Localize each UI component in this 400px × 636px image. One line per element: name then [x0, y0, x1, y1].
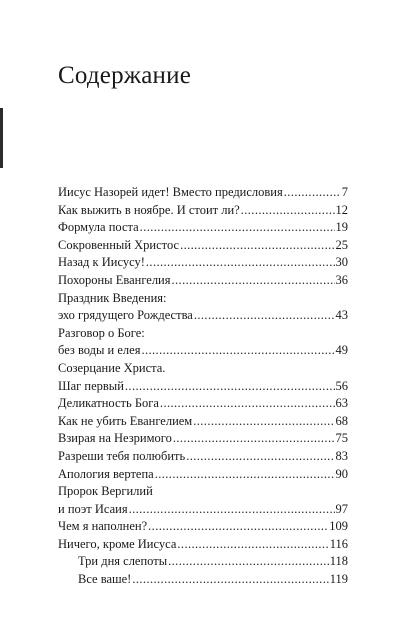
toc-page-number: 118	[329, 554, 348, 569]
toc-entry-title: Формула поста	[58, 220, 139, 235]
page-title: Содержание	[58, 62, 191, 89]
toc-entry-title: без воды и елея	[58, 343, 141, 358]
toc-entry-title: Шаг первый	[58, 378, 124, 393]
toc-page-number: 68	[335, 413, 348, 428]
toc-entry-title: Три дня слепоты	[78, 554, 168, 569]
toc-entry-title: Праздник Введения:	[58, 290, 167, 305]
toc-page-number: 116	[329, 536, 348, 551]
page-edge-mark	[0, 108, 3, 168]
toc-entry	[58, 237, 348, 255]
toc-entry-title: Все ваше!	[78, 572, 132, 587]
toc-entry	[58, 290, 348, 308]
toc-entry	[58, 448, 348, 466]
toc-page-number: 109	[329, 519, 348, 534]
toc-page-number: 19	[335, 220, 348, 235]
toc-page-number: 56	[335, 378, 348, 393]
toc-page-number: 36	[335, 272, 348, 287]
toc-entry	[58, 307, 348, 325]
toc-entry	[58, 536, 348, 554]
toc-dot-leader	[194, 307, 335, 325]
toc-dot-leader	[172, 272, 335, 290]
toc-page-number: 75	[335, 431, 348, 446]
toc-dot-leader	[160, 395, 335, 413]
toc-dot-leader	[168, 553, 329, 571]
toc-entry-title: Как не убить Евангелием	[58, 413, 193, 428]
toc-dot-leader	[193, 413, 334, 431]
toc-entry-title: Пророк Вергилий	[58, 484, 153, 499]
toc-page-number: 90	[335, 466, 348, 481]
toc-entry-title: Сокровенный Христос	[58, 237, 180, 252]
toc-dot-leader	[132, 571, 328, 589]
toc-entry	[58, 571, 348, 589]
toc-dot-leader	[146, 254, 335, 272]
toc-dot-leader	[177, 536, 328, 554]
toc-entry	[58, 254, 348, 272]
toc-entry	[58, 325, 348, 343]
toc-page-number: 7	[341, 185, 348, 199]
toc-entry	[58, 466, 348, 484]
toc-page-number: 119	[329, 572, 348, 587]
toc-entry	[58, 378, 348, 396]
toc-entry	[58, 430, 348, 448]
toc-dot-leader	[173, 430, 335, 448]
toc-entry	[58, 219, 348, 237]
toc-entry-title: Похороны Евангелия	[58, 272, 171, 287]
toc-entry-title: Созерцание Христа.	[58, 360, 166, 375]
toc-dot-leader	[125, 378, 335, 396]
toc-dot-leader	[155, 466, 335, 484]
toc-entry	[58, 184, 348, 202]
toc-dot-leader	[148, 518, 328, 536]
toc-page-number: 49	[335, 343, 348, 358]
toc-page-number: 63	[335, 396, 348, 411]
toc-entry-title: Разговор о Боге:	[58, 325, 145, 340]
table-of-contents	[58, 184, 348, 589]
toc-entry-title: Деликатность Бога	[58, 396, 159, 411]
toc-dot-leader	[129, 501, 335, 519]
toc-entry-title: Разреши тебя полюбить	[58, 448, 186, 463]
toc-page-number: 83	[335, 448, 348, 463]
toc-entry-title: Взирая на Незримого	[58, 431, 172, 446]
toc-entry-title: и поэт Исаия	[58, 501, 128, 516]
toc-entry	[58, 518, 348, 536]
toc-entry-title: Чем я наполнен?	[58, 519, 148, 534]
toc-dot-leader	[284, 184, 341, 202]
toc-entry	[58, 483, 348, 501]
toc-entry	[58, 202, 348, 220]
toc-page-number: 25	[335, 237, 348, 252]
toc-entry	[58, 342, 348, 360]
toc-entry-title: Назад к Иисусу!	[58, 255, 145, 270]
toc-page-number: 30	[335, 255, 348, 270]
toc-dot-leader	[186, 448, 334, 466]
toc-entry-title: эхо грядущего Рождества	[58, 308, 193, 323]
toc-entry	[58, 413, 348, 431]
toc-dot-leader	[241, 202, 335, 220]
toc-entry-title: Иисус Назорей идет! Вместо предисловия	[58, 185, 283, 199]
toc-page-number: 97	[335, 501, 348, 516]
toc-page-number: 43	[335, 308, 348, 323]
toc-entry-title: Ничего, кроме Иисуса	[58, 536, 177, 551]
toc-dot-leader	[141, 342, 334, 360]
toc-entry	[58, 395, 348, 413]
toc-entry	[58, 360, 348, 378]
toc-dot-leader	[140, 219, 335, 237]
toc-entry	[58, 272, 348, 290]
toc-entry	[58, 501, 348, 519]
toc-dot-leader	[180, 237, 334, 255]
toc-page-number: 12	[335, 202, 348, 217]
toc-entry	[58, 553, 348, 571]
toc-entry-title: Апология вертепа	[58, 466, 154, 481]
toc-entry-title: Как выжить в ноябре. И стоит ли?	[58, 202, 240, 217]
